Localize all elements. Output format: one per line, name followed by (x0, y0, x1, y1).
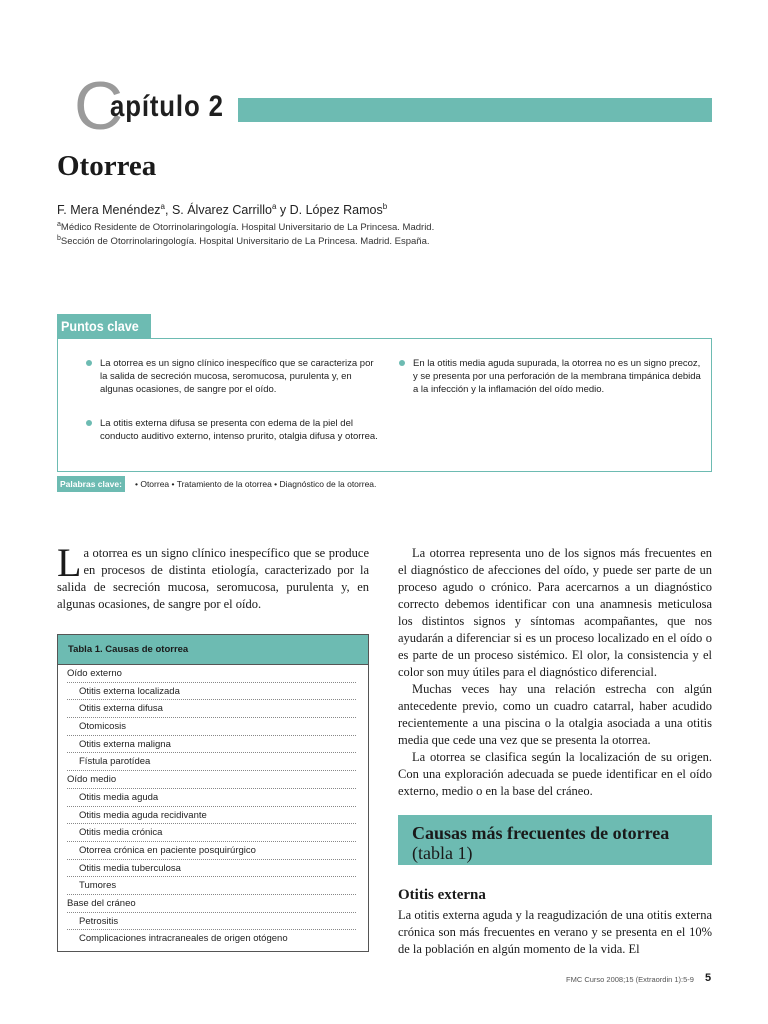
section-heading-line: Causas más frecuentes de otorrea (412, 823, 670, 843)
key-point-text: En la otitis media aguda supurada, la otorrea no es un signo precoz, y se presenta por una perforación de la membrana timpánica debida a la infección y la inflamación del oído medio. (413, 358, 701, 395)
author-name: S. Álvarez Carrillo (171, 203, 272, 217)
bullet-icon (86, 420, 92, 426)
chapter-bar (238, 98, 712, 122)
subsection-title: Otitis externa (398, 887, 486, 903)
intro-text: a otorrea es un signo clínico inespecífico que se produce en procesos de distinta etiología, caracterizado por la salida de secreción mucosa, seromucosa, purulenta y, en algunas ocasiones, de sangre por el oído. (57, 546, 369, 611)
body-paragraph: Muchas veces hay una relación estrecha con algún antecedente previo, como un cuadro catarral, haber acudido recientemente a una piscina o la otalgia asociada a una otitis media que cede una vez que se presenta la otorrea. (398, 682, 712, 747)
section-heading (398, 815, 712, 865)
key-point-text: La otorrea es un signo clínico inespecífico que se caracteriza por la salida de secreción mucosa, seromucosa, purulenta y, en algunas ocasiones, de sangre por el oído. (100, 358, 374, 395)
table-row: Otitis media crónica (58, 824, 368, 842)
table-row: Otitis media aguda (58, 789, 368, 807)
table-row: Otitis externa difusa (58, 700, 368, 718)
affiliation (57, 236, 430, 247)
body-paragraph: La otorrea se clasifica según la localización de su origen. Con una exploración adecuada se puede identificar en el oído externo, medio o en la base del cráneo. (398, 750, 712, 798)
author-sup: b (382, 201, 388, 211)
affiliation (57, 222, 434, 233)
table-row: Petrositis (58, 913, 368, 931)
right-column (398, 545, 712, 800)
table-row: Otorrea crónica en paciente posquirúrgico (58, 842, 368, 860)
author-name: F. Mera Menéndez (57, 203, 161, 217)
authors (57, 203, 387, 217)
author-name: D. López Ramos (289, 203, 383, 217)
table-title: Tabla 1. Causas de otorrea (58, 635, 368, 665)
bullet-icon (399, 360, 405, 366)
key-point (100, 417, 380, 443)
author-separator: y (276, 203, 290, 217)
drop-cap: L (57, 540, 82, 585)
key-point (100, 357, 380, 396)
table-row: Otitis externa localizada (58, 683, 368, 701)
table-row: Fístula parotídea (58, 753, 368, 771)
subsection-text: La otitis externa aguda y la reagudización de una otitis externa crónica son más frecuentes en verano y se presenta en el 10% de la población en algún momento de la vida. El (398, 908, 712, 956)
table-row: Otitis media aguda recidivante (58, 807, 368, 825)
table-category-row: Oído externo (58, 665, 368, 683)
table-category-row: Base del cráneo (58, 895, 368, 913)
page-number: 5 (705, 972, 712, 984)
table-row: Tumores (58, 877, 368, 895)
section-heading-line: (tabla 1) (412, 843, 473, 863)
keywords-label: Palabras clave: (57, 476, 125, 492)
key-point (413, 357, 703, 396)
keywords-row (57, 476, 712, 492)
key-point-text: La otitis externa difusa se presenta con edema de la piel del conducto auditivo externo, intenso prurito, otalgia difusa y otorrea. (100, 418, 378, 442)
keywords-text: • Otorrea • Tratamiento de la otorrea • Diagnóstico de la otorrea. (135, 479, 377, 489)
chapter-label: apítulo 2 (110, 90, 224, 123)
affiliation-text: Sección de Otorrinolaringología. Hospital Universitario de La Princesa. Madrid. España. (60, 236, 430, 247)
chapter-header (74, 68, 714, 144)
table-row: Otitis media tuberculosa (58, 860, 368, 878)
author-separator: , (164, 203, 172, 217)
table-row: Otitis externa maligna (58, 736, 368, 754)
bullet-icon (86, 360, 92, 366)
causes-table (57, 634, 369, 952)
table-row: Complicaciones intracraneales de origen otógeno (79, 933, 288, 945)
article-title: Otorrea (57, 150, 157, 182)
affiliation-sup: b (57, 234, 61, 242)
author-sup: a (271, 201, 277, 211)
table-row: Otomicosis (58, 718, 368, 736)
author-sup: a (160, 201, 165, 211)
key-points-heading-text: Puntos clave (61, 318, 139, 334)
key-points-heading (57, 314, 151, 338)
intro-paragraph (57, 540, 369, 613)
affiliation-text: Médico Residente de Otorrinolaringología. Hospital Universitario de La Princesa. Madrid. (60, 222, 435, 233)
chapter-initial: C (74, 68, 122, 144)
affiliation-sup: a (57, 220, 61, 228)
body-paragraph: La otorrea representa uno de los signos más frecuentes en el diagnóstico de afecciones del oído, y puede ser parte de un proceso agudo o crónico. Para acercarnos a un diagnóstico correcto debemos identificar con una anamnesis meticulosa los distintos signos y síntomas acompañantes, que nos ayudarán a diferenciar si es un proceso localizado en el oído o es parte de un proceso sistémico. El olor, la consistencia y el color son muy útiles para el diagnóstico diferencial. (398, 546, 712, 679)
table-category-row: Oído medio (58, 771, 368, 789)
table-body (58, 665, 368, 948)
footer-citation: FMC Curso 2008;15 (Extraordin 1):5-9 (566, 975, 694, 984)
